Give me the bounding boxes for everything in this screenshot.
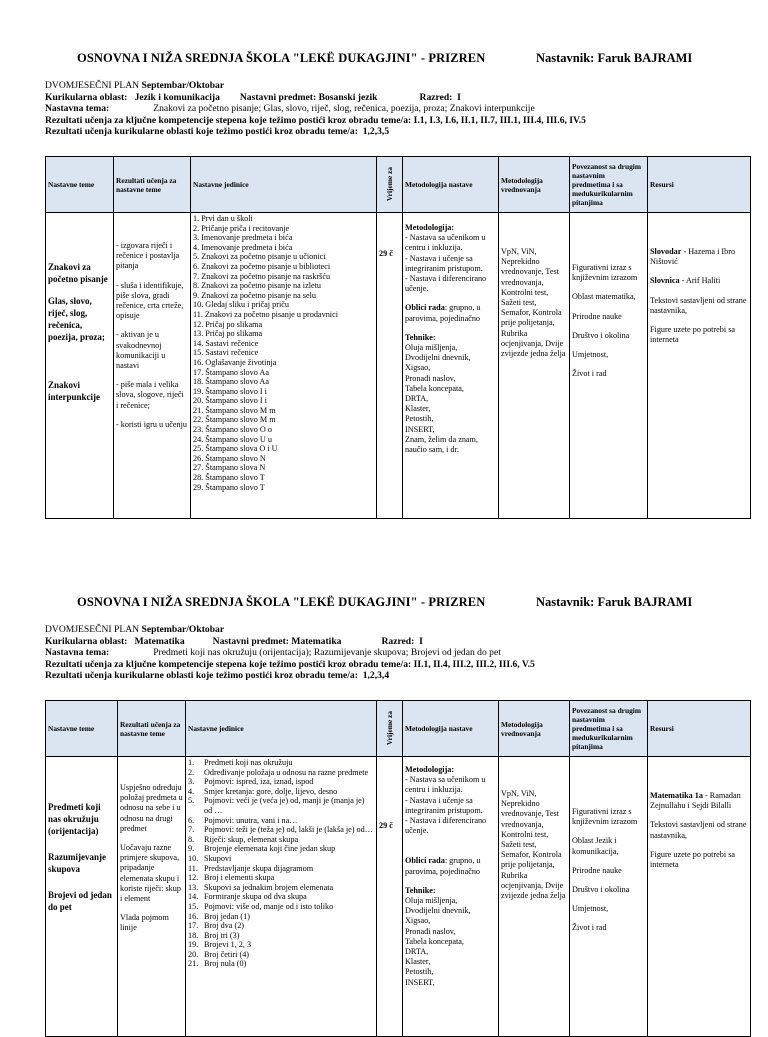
header-resursi: Resursi <box>648 701 751 757</box>
outcome: - piše mala i velika slova, slogove, riječi i rečenice; <box>116 380 184 410</box>
unit-item <box>188 931 374 941</box>
unit-text: Skupovi <box>204 853 232 863</box>
grade-label: Razred: <box>381 635 415 647</box>
tech-item: Tabela koncepata, <box>405 936 464 946</box>
header-vrijeme-text: Vrijeme za <box>385 167 394 202</box>
unit-number: 13. <box>188 882 199 892</box>
unit-number: 10. <box>188 853 199 863</box>
unit-number: 18. <box>188 930 199 940</box>
res-text: Figure uzete po potrebi sa interneta <box>650 325 736 345</box>
school-name: OSNOVNA I NIŽA SREDNJA ŠKOLA "LEKË DUKAGJINI" - PRIZREN <box>77 595 486 609</box>
unit-number: 8. <box>188 834 195 844</box>
plan-table <box>45 700 751 1037</box>
unit-item: 26. Štampano slovo N <box>193 453 266 463</box>
unit-number: 19. <box>188 940 199 950</box>
method-title: Metodologija <box>405 765 452 774</box>
header-vrednovanje: Metodologija vrednovanja <box>499 157 570 213</box>
unit-text: Broj tri (3) <box>204 930 240 940</box>
units-list <box>193 214 374 492</box>
grade-label: Razred: <box>419 91 453 103</box>
method-line: - Nastava sa učenikom u centru i inkluzija. <box>405 775 486 795</box>
tech-list <box>405 343 496 455</box>
unit-item: 7. Znakovi za početno pisanje na raskršću <box>193 271 331 281</box>
unit-text: Pojmovi: veći je (veća je) od, manji je (manja je) od … <box>204 796 365 815</box>
link-item: Oblast matematika, <box>572 292 636 302</box>
unit-item: 8. Znakovi za početno pisanje na izletu <box>193 281 321 291</box>
unit-item: 12. Pričaj po slikama <box>193 319 263 329</box>
tech-item: Tabela koncepata, <box>405 383 464 393</box>
unit-item <box>188 864 374 874</box>
unit-item <box>188 777 374 787</box>
unit-text: Skupovi sa jednakim brojem elemenata <box>204 882 334 892</box>
cur-value: 1,2,3,5 <box>362 126 390 137</box>
unit-item <box>188 825 374 835</box>
outcome: - sluša i identifikuje, piše slova, gradi rečenice, crta crteže, opisuje <box>116 280 184 321</box>
res-text: - Arif Haliti <box>679 276 721 286</box>
unit-item: 25. Štampano slova O i U <box>193 444 278 454</box>
method-line: - Nastava sa učenikom u centru i inkluzija. <box>405 233 486 253</box>
unit-item: 2. Pričanje priča i recitovanje <box>193 223 290 233</box>
header-povezanost: Povezanost sa drugim nastavnim predmetima i sa medukurikularnim pitanjima <box>570 701 648 757</box>
topic: Glas, slovo, riječ, slog, rečenica, poezija, proza; <box>48 296 105 342</box>
tech-item: Pronađi naslov, <box>405 373 456 383</box>
header-jedinice: Nastavne jedinice <box>191 157 377 213</box>
tech-item: DRTA, <box>405 394 429 404</box>
comp-label: Rezultati učenja za ključne kompetencije stepena koje težimo postići kroz obradu teme/a: <box>45 658 412 670</box>
area-value: Matematika <box>134 635 185 647</box>
comp-label: Rezultati učenja za ključne kompetencije stepena koje težimo postići kroz obradu teme/a: <box>45 114 412 126</box>
unit-text: Određivanje položaja u odnosu na razne predmete <box>204 767 369 777</box>
unit-item <box>188 902 374 912</box>
header-vrijeme <box>377 157 403 213</box>
unit-item: 9. Znakovi za početno pisanje na selu <box>193 290 317 300</box>
unit-item <box>188 854 374 864</box>
header-vrijeme <box>377 701 403 757</box>
link-item: Figurativni izraz s književnim izrazom <box>572 807 638 827</box>
unit-text: Pojmovi: unutra, vani i na… <box>204 815 298 825</box>
link-item: Oblast Jezik i komunikacija, <box>572 836 619 856</box>
topic: Znakovi za početno pisanje <box>48 262 108 284</box>
plan-period: Septembar/Oktobar <box>141 624 225 635</box>
forms-value: : grupno, u parovima, pojedinačno <box>405 303 481 323</box>
unit-text: Predmeti koji nas okružuju <box>204 758 293 767</box>
unit-item: 22. Štampano slovo M m <box>193 415 276 425</box>
unit-number: 1. <box>188 758 195 767</box>
unit-item: 13. Pričaj po slikama <box>193 329 263 339</box>
unit-item <box>188 758 374 768</box>
topics-cell <box>46 757 118 1037</box>
unit-item <box>188 844 374 854</box>
unit-item <box>188 959 374 969</box>
area-value: Jezik i komunikacija <box>134 91 220 103</box>
plan-label: DVOMJESEČNI PLAN <box>45 80 140 91</box>
unit-number: 21. <box>188 959 199 969</box>
unit-item: 24. Štampano slovo U u <box>193 434 272 444</box>
unit-number: 12. <box>188 873 199 883</box>
eval-cell: VpN, ViN, Neprekidno vrednovanje, Test vrednovanja, Kontrolni test, Sažeti test, Semafor, Kontrola prije polijetanja, Rubrika ocjenjivanja, Dvije zvijezde jedna želja <box>499 213 570 519</box>
header-teme: Nastavne teme <box>46 701 118 757</box>
link-item: Društvo i okolina <box>572 885 630 895</box>
method-line: - Nastava i učenje sa integriranim pristupom. <box>405 253 483 273</box>
plan-meta <box>45 624 745 682</box>
theme-value: Predmeti koji nas okružuju (orijentacija); Razumijevanje skupova; Brojevi od jedan do pet <box>153 647 501 658</box>
unit-text: Broj dva (2) <box>204 921 245 931</box>
res-text: Tekstovi sastavljeni od strane nastavnika, <box>650 295 747 315</box>
res-bold: Slovnica <box>650 276 680 286</box>
unit-item <box>188 921 374 931</box>
link-item: Prirodne nauke <box>572 865 622 875</box>
forms-label: Oblici rada <box>405 856 445 866</box>
unit-item <box>188 892 374 902</box>
res-text: - Ramadan Zejnullahu i Sejdi Bilalli <box>650 791 741 811</box>
comp-value: I.1, I.3, I.6, II.1, II.7, III.1, III.4, III.6, IV.5 <box>413 114 586 126</box>
unit-text: Predstavljanje skupa dijagramom <box>204 863 314 873</box>
res-text: Tekstovi sastavljeni od strane nastavnika, <box>650 820 747 840</box>
outcomes-cell <box>114 213 191 519</box>
unit-item <box>188 873 374 883</box>
tech-item: Xigsao, <box>405 916 431 926</box>
cur-label: Rezultati učenja kurikularne oblasti koje težimo postići kroz obradu teme/a: <box>45 670 358 681</box>
unit-text: Pojmovi: teži je (teža je) od, lakši je (lakša je) od… <box>204 825 373 835</box>
header-vrednovanje: Metodologija vrednovanja <box>499 701 570 757</box>
unit-item: 6. Znakovi za početno pisanje u biblioteci <box>193 261 331 271</box>
unit-item <box>188 883 374 893</box>
unit-number: 17. <box>188 921 199 931</box>
outcome: Vlada pojmom linije <box>120 913 169 933</box>
subject-value: Matematika <box>291 635 342 647</box>
unit-item: 17. Štampano slovo Aa <box>193 367 269 377</box>
unit-text: Riječi: skup, elemenat skupa <box>204 834 299 844</box>
tech-label: Tehnike <box>405 332 433 342</box>
area-label: Kurikularna oblast: <box>45 635 128 647</box>
tech-item: Oluja mišljenja, <box>405 896 458 906</box>
link-item: Figurativni izraz s književnim izrazom <box>572 263 638 283</box>
unit-item: 21. Štampano slovo M m <box>193 405 276 415</box>
link-item: Umjetnost, <box>572 350 609 360</box>
header-resursi: Resursi <box>648 157 751 213</box>
unit-number: 9. <box>188 844 195 854</box>
unit-item: 28. Štampano slovo T <box>193 473 265 483</box>
unit-item: 23. Štampano slovo O o <box>193 425 272 435</box>
unit-number: 11. <box>188 863 198 873</box>
unit-number: 2. <box>188 767 195 777</box>
theme-value: Znakovi za početno pisanje; Glas, slovo, riječ, slog, rečenica, poezija, proza; Znakovi interpunkcije <box>153 103 535 114</box>
cur-label: Rezultati učenja kurikularne oblasti koje težimo postići kroz obradu teme/a: <box>45 126 358 137</box>
topics-cell <box>46 213 114 519</box>
outcomes-cell <box>118 757 186 1037</box>
header-metodologija: Metodologija nastave <box>403 701 499 757</box>
subject-label: Nastavni predmet: <box>212 635 289 647</box>
links-cell <box>570 757 648 1037</box>
units-list <box>188 758 374 969</box>
topic: Znakovi interpunkcije <box>48 380 101 402</box>
theme-label: Nastavna tema: <box>45 647 110 658</box>
tech-item: Klaster, <box>405 404 431 414</box>
tech-item: Dvodijelni dnevnik, <box>405 906 471 916</box>
unit-item: 10. Gledaj sliku i pričaj priču <box>193 300 289 310</box>
resources-cell <box>648 213 751 519</box>
tech-list <box>405 896 496 988</box>
subject-value: Bosanski jezik <box>318 91 378 103</box>
unit-number: 14. <box>188 892 199 902</box>
tech-item: DRTA, <box>405 947 429 957</box>
header-rezultati: Rezultati učenja za nastavne teme <box>118 701 186 757</box>
method-cell: Metodologija: - Nastava sa učenikom u centru i inkluzija. - Nastava i učenje sa integriranim pristupom. - Nastava i diferencirano učenje. Oblici rada: grupno, u parovima, pojedinačno Tehnike: Oluja mišljenja, Dvodijelni dnevnik, Xigsao, Pronađi naslov, Tabela koncepata, DRTA, Klaster, Petostih, INSERT, Znam, želim da znam, naučio sam, i dr. <box>403 213 499 519</box>
tech-item: INSERT, <box>405 977 435 987</box>
unit-item <box>188 912 374 922</box>
teacher-name: Nastavnik: Faruk BAJRAMI <box>536 51 693 65</box>
unit-text: Brojenje elemenata koji čine jedan skup <box>204 844 336 854</box>
tech-item: Znam, želim da znam, naučio sam, i dr. <box>405 434 478 455</box>
theme-label: Nastavna tema: <box>45 103 110 114</box>
forms-label: Oblici rada <box>405 303 445 313</box>
outcome: Uočavaju razne primjere skupova, pripadanje elemenata skupu i koriste riječi: skup i element <box>120 843 181 904</box>
unit-item: 16. Oglašavanje životinja <box>193 357 277 367</box>
comp-value: II.1, II.4, III.2, III.2, III.6, V.5 <box>413 658 535 670</box>
subject-label: Nastavni predmet: <box>239 91 317 103</box>
link-item: Prirodne nauke <box>572 311 622 321</box>
time-cell: 29 č <box>377 757 403 1037</box>
link-item: Društvo i okolina <box>572 330 630 340</box>
unit-number: 16. <box>188 911 199 921</box>
resources-cell <box>648 757 751 1037</box>
unit-number: 6. <box>188 815 195 825</box>
unit-item: 3. Imenovanje predmeta i bića <box>193 233 293 243</box>
method-title: Metodologija <box>405 223 452 232</box>
tech-label: Tehnike <box>405 885 433 895</box>
unit-item <box>188 796 374 815</box>
unit-item: 29. Štampano slovo T <box>193 482 265 492</box>
grade-value: I <box>457 91 461 103</box>
unit-text: Broj četiri (4) <box>204 949 250 959</box>
unit-item: 15. Sastavi rečenice <box>193 348 259 358</box>
tech-item: Oluja mišljenja, <box>405 343 458 353</box>
unit-item: 27. Štampano slova N <box>193 463 266 473</box>
tech-item: Petostih, <box>405 967 434 977</box>
link-item: Umjetnost, <box>572 904 609 914</box>
plan-table <box>45 156 751 519</box>
eval-cell: VpN, ViN, Neprekidno vrednovanje, Test vrednovanja, Kontrolni test, Sažeti test, Semafor, Kontrola prije polijetanja, Rubrika ocjenjivanja, Dvije zvijezde jedna želja <box>499 757 570 1037</box>
header-rezultati: Rezultati učenja za nastavne teme <box>114 157 191 213</box>
unit-item: 19. Štampano slovo I i <box>193 386 267 396</box>
tech-item: Klaster, <box>405 957 431 967</box>
unit-item: 20. Štampano slovo I i <box>193 396 267 406</box>
unit-item: 4. Imenovanje predmeta i bića <box>193 242 293 252</box>
links-cell <box>570 213 648 519</box>
area-label: Kurikularna oblast: <box>45 91 128 103</box>
plan-meta <box>45 80 745 138</box>
outcome: - aktivan je u svakodnevnoj komunikaciji u nastavi <box>116 330 166 371</box>
unit-item: 14. Sastavi rečenice <box>193 338 259 348</box>
unit-text: Pojmovi: ispred, iza, iznad, ispod <box>204 777 314 787</box>
unit-text: Broj i elementi skupa <box>204 873 275 883</box>
method-cell: Metodologija: - Nastava sa učenikom u centru i inkluzija. - Nastava i učenje sa integriranim pristupom. - Nastava i diferencirano učenje. Oblici rada: grupno, u parovima, pojedinačno Tehnike: Oluja mišljenja, Dvodijelni dnevnik, Xigsao, Pronađi naslov, Tabela koncepata, DRTA, Klaster, Petostih, INSERT, <box>403 757 499 1037</box>
plan-period: Septembar/Oktobar <box>141 80 225 91</box>
res-text: Figure uzete po potrebi sa interneta <box>650 849 736 870</box>
unit-item: 5. Znakovi za početno pisanje u učionici <box>193 252 326 262</box>
tech-item: Dvodijelni dnevnik, <box>405 353 471 363</box>
time-cell: 29 č <box>377 213 403 519</box>
res-bold: Slovodar <box>650 247 682 256</box>
unit-number: 5. <box>188 796 195 806</box>
unit-item: 18. Štampano slovo Aa <box>193 377 269 387</box>
unit-text: Pojmovi: više od, manje od i isto toliko <box>204 901 334 911</box>
unit-text: Brojevi 1, 2, 3 <box>204 940 252 950</box>
grade-value: I <box>419 635 423 647</box>
unit-text: Broj nula (0) <box>204 959 247 969</box>
unit-number: 15. <box>188 901 199 911</box>
header-povezanost: Povezanost sa drugim nastavnim predmetima i sa medukurikularnim pitanjima <box>570 157 648 213</box>
res-bold: Matematika 1a <box>650 791 703 800</box>
tech-item: Petostih, <box>405 414 434 424</box>
header-teme: Nastavne teme <box>46 157 114 213</box>
topic: Brojevi od jedan do pet <box>48 890 112 912</box>
unit-text: Smjer kretanja: gore, dolje, lijevo, desno <box>204 786 338 796</box>
link-item: Život i rad <box>572 923 607 933</box>
unit-item <box>188 787 374 797</box>
outcome: Uspješno određuju položaj predmeta u odnosu na sebe i u odnosu na drugi predmet <box>120 783 183 833</box>
unit-text: Broj jedan (1) <box>204 911 250 921</box>
unit-item <box>188 940 374 950</box>
forms-value: : grupno, u parovima, pojedinačno <box>405 856 481 876</box>
unit-item <box>188 835 374 845</box>
unit-item <box>188 950 374 960</box>
unit-item <box>188 816 374 826</box>
tech-item: Xigsao, <box>405 363 431 373</box>
unit-number: 7. <box>188 825 195 835</box>
teacher-name: Nastavnik: Faruk BAJRAMI <box>536 595 693 609</box>
method-line: - Nastava i diferencirano učenje. <box>405 274 487 294</box>
method-line: - Nastava i učenje sa integriranim pristupom. <box>405 795 483 815</box>
outcome: - koristi igru u učenju <box>116 419 187 429</box>
unit-item: 1. Prvi dan u školi <box>193 214 253 223</box>
method-line: - Nastava i diferencirano učenje. <box>405 816 487 836</box>
res-text: - Hazema i Ibro Ništović <box>650 247 736 267</box>
unit-item: 11. Znakovi za početno pisanje u prodavnici <box>193 309 338 319</box>
cur-value: 1,2,3,4 <box>362 670 390 681</box>
topic: Predmeti koji nas okružuju (orijentacija) <box>48 802 101 836</box>
unit-number: 20. <box>188 949 199 959</box>
outcome: - izgovara riječi i rečenice i postavlja pitanja <box>116 241 180 271</box>
header-vrijeme-text: Vrijeme za <box>385 711 394 746</box>
link-item: Život i rad <box>572 369 607 379</box>
unit-number: 3. <box>188 777 195 787</box>
plan-label: DVOMJESEČNI PLAN <box>45 624 140 635</box>
unit-text: Formiranje skupa od dva skupa <box>204 892 307 902</box>
tech-item: INSERT, <box>405 424 435 434</box>
units-cell <box>191 213 377 519</box>
header-jedinice: Nastavne jedinice <box>186 701 377 757</box>
units-cell <box>186 757 377 1037</box>
unit-number: 4. <box>188 786 195 796</box>
header-metodologija: Metodologija nastave <box>403 157 499 213</box>
topic: Razumijevanje skupova <box>48 852 106 874</box>
unit-item <box>188 768 374 778</box>
tech-item: Pronađi naslov, <box>405 926 456 936</box>
school-name: OSNOVNA I NIŽA SREDNJA ŠKOLA "LEKË DUKAGJINI" - PRIZREN <box>77 51 486 65</box>
